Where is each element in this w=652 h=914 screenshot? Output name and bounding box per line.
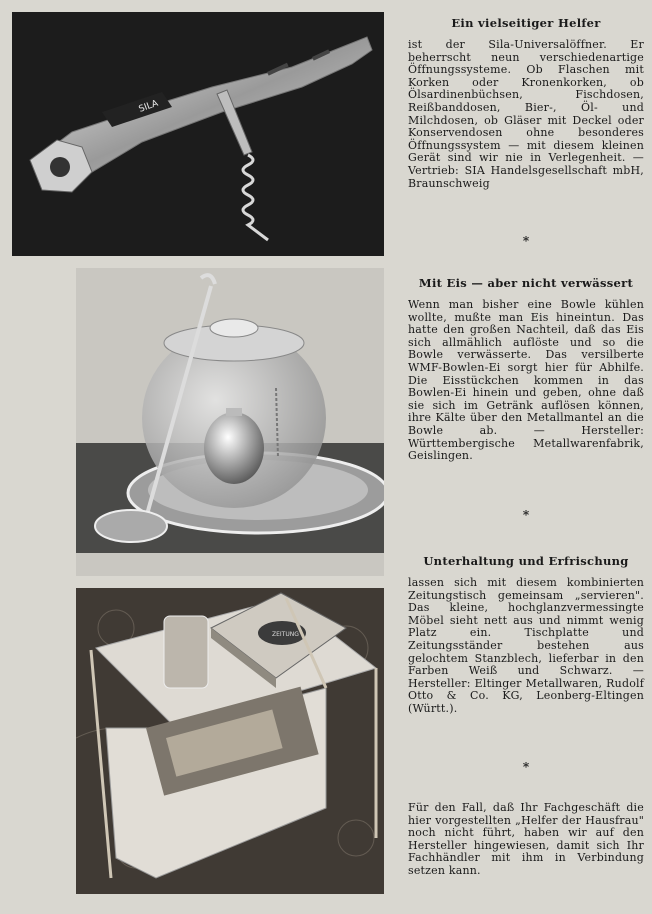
photo-newspaper-table: [76, 588, 384, 894]
separator-star: *: [522, 760, 530, 774]
separator-star: *: [522, 508, 530, 522]
section-heading: Mit Eis — aber nicht verwässert: [418, 276, 634, 290]
section-body: ist der Sila-Universalöffner. Er beherrscht neun verschiedenartige Öffnungssysteme. Ob Flaschen mit Korken oder Kronenkorken, ob Ölsardinenbüchsen, Fischdosen, Reißbanddosen, Bier-, Öl- und Milchdosen, ob Gläser mit Deckel oder Konservendosen ohne besonderes Öffnungssystem — mit diesem kleinen Gerät sind wir nie in Verlegenheit. — Vertrieb: SIA Handelsgesellschaft mbH, Braunschweig: [408, 38, 644, 190]
section-bowl: [408, 276, 644, 463]
photo-bowl-ice-egg: [76, 268, 384, 576]
section-opener: [408, 16, 644, 190]
bowl-illustration: [76, 268, 384, 576]
table-illustration: [76, 588, 384, 894]
separator-star: *: [522, 234, 530, 248]
photo-universal-opener: [12, 12, 384, 256]
section-table: [408, 554, 644, 716]
section-closing: [408, 802, 644, 878]
section-body: Wenn man bisher eine Bowle kühlen wollte, mußte man Eis hineintun. Das hatte den großen Nachteil, daß das Eis sich allmählich auflöste und so die Bowle verwässerte. Das versilberte WMF-Bowlen-Ei sorgt hier für Abhilfe. Die Eisstückchen kommen in das Bowlen-Ei hinein und geben, ohne daß sie sich im Getränk auflösen können, ihre Kälte über den Metallmantel an die Bowle ab. — Hersteller: Württembergische Metallwarenfabrik, Geislingen.: [408, 298, 644, 463]
closing-body: Für den Fall, daß Ihr Fachgeschäft die hier vorgestellten „Helfer der Hausfrau" noch nicht führt, haben wir auf den Hersteller hingewiesen, damit sich Ihr Fachhändler mit ihm in Verbindung setzen kann.: [408, 801, 644, 877]
opener-illustration: [12, 12, 384, 256]
section-body: lassen sich mit diesem kombinierten Zeitungstisch gemeinsam „servieren". Das kleine, hochglanzvermessingte Möbel sieht nett aus und nimmt wenig Platz ein. Tischplatte und Zeitungsständer bestehen aus gelochtem Stanzblech, lieferbar in den Farben Weiß und Schwarz. — Hersteller: Eltinger Metallwaren, Rudolf Otto & Co. KG, Leonberg-Eltingen (Württ.).: [408, 576, 644, 715]
book-cover-text: ZEITUNG: [272, 631, 299, 638]
section-heading: Ein vielseitiger Helfer: [451, 16, 601, 30]
section-heading: Unterhaltung und Erfrischung: [423, 554, 629, 568]
opener-brand-text: SILA: [137, 98, 160, 115]
